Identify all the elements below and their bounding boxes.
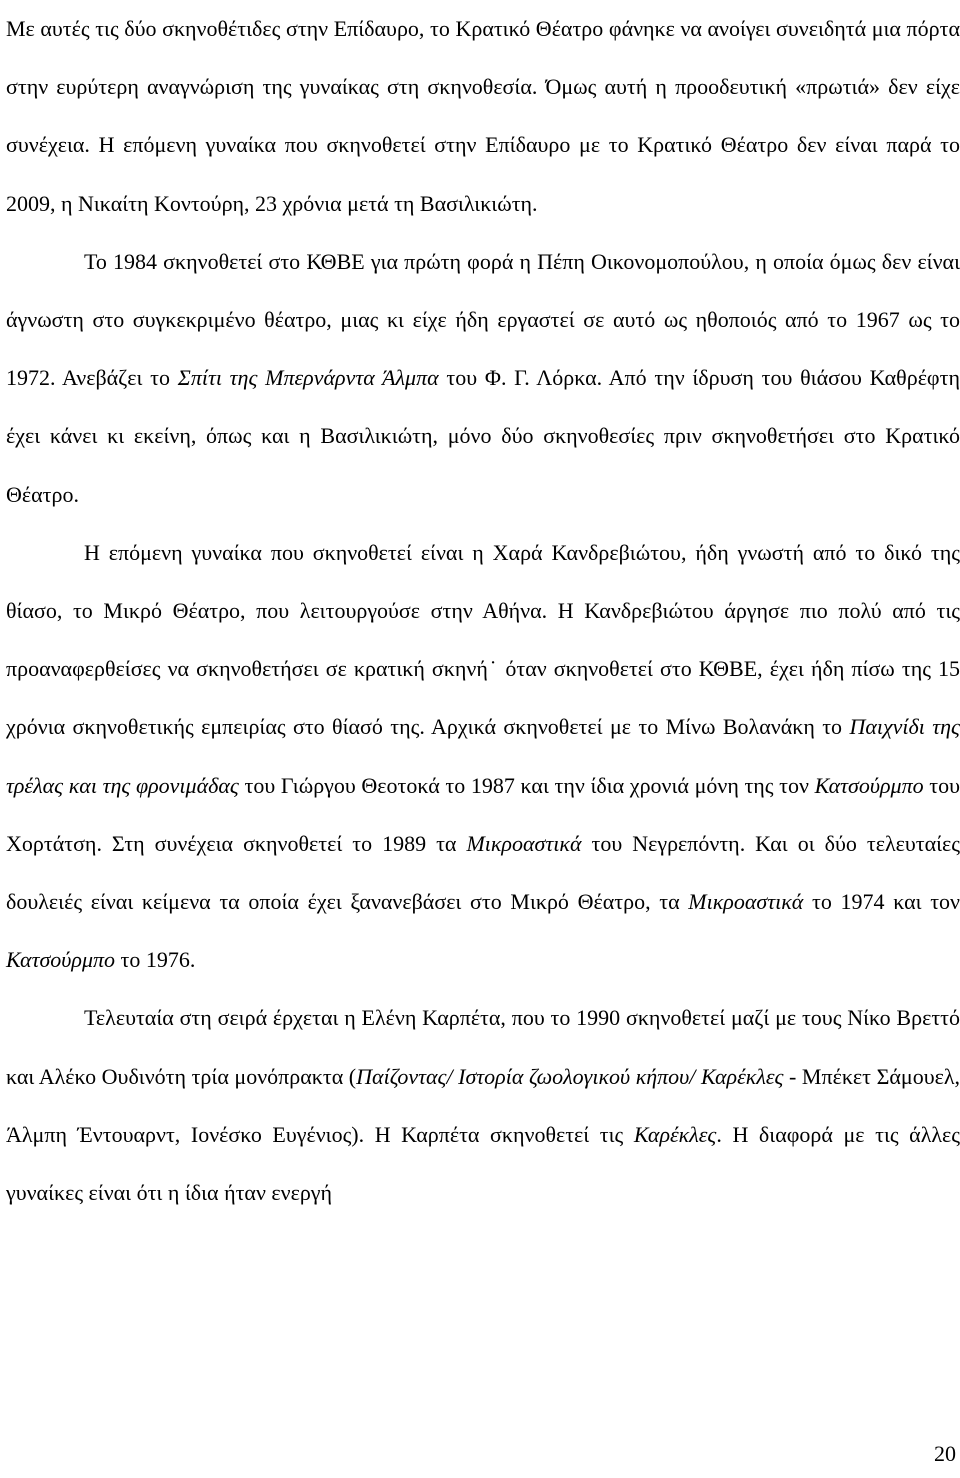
- paragraph: [6, 989, 960, 1222]
- paragraph-text: . Η διαφορά με τις άλλες γυναίκες είναι ότι η ίδια ήταν ενεργή: [6, 1121, 960, 1206]
- italic-title-text: Κατσούρμπο: [814, 772, 924, 798]
- paragraph-text: του Φ. Γ. Λόρκα. Από την ίδρυση του θιάσου Καθρέφτη έχει κάνει κι εκείνη, όπως και η Βασιλικιώτη, μόνο δύο σκηνοθεσίες πριν σκηνοθετήσει στο Κρατικό Θέατρο.: [6, 365, 960, 507]
- italic-title-text: Σπίτι της Μπερνάρντα Άλμπα: [177, 365, 439, 391]
- paragraph-text: του Νεγρεπόντη. Και οι δύο τελευταίες δουλειές είναι κείμενα τα οποία έχει ξανανεβάσει στο Μικρό Θέατρο, τα: [6, 830, 960, 915]
- italic-title-text: Μικροαστικά: [688, 889, 804, 915]
- paragraph-text: - Μπέκετ Σάμουελ, Άλμπη Έντουαρντ, Ιονέσκο Ευγένιος). Η Καρπέτα σκηνοθετεί τις: [6, 1063, 960, 1147]
- paragraph-text: του Γιώργου Θεοτοκά το 1987 και την ίδια χρονιά μόνη της τον: [238, 772, 815, 798]
- paragraph-text: το 1974 και τον: [803, 889, 960, 915]
- italic-title-text: Παιχνίδι της τρέλας και της φρονιμάδας: [6, 714, 960, 798]
- body-text: [6, 0, 960, 1222]
- paragraph-text: Με αυτές τις δύο σκηνοθέτιδες στην Επίδαυρο, το Κρατικό Θέατρο φάνηκε να ανοίγει συνειδητά μια πόρτα στην ευρύτερη αναγνώριση της γυναίκας στη σκηνοθεσία. Όμως αυτή η προοδευτική «πρωτιά» δεν είχε συνέχεια. Η επόμενη γυναίκα που σκηνοθετεί στην Επίδαυρο με το Κρατικό Θέατρο δεν είναι παρά το 2009, η Νικαίτη Κοντούρη, 23 χρόνια μετά τη Βασιλικιώτη.: [6, 16, 960, 216]
- paragraph: [6, 524, 960, 990]
- paragraph-text: Το 1984 σκηνοθετεί στο ΚΘΒΕ για πρώτη φορά η Πέπη Οικονομοπούλου, η οποία όμως δεν είναι άγνωστη στο συγκεκριμένο θέατρο, μιας κι είχε ήδη εργαστεί σε αυτό ως ηθοποιός από το 1967 ως το 1972. Ανεβάζει το: [6, 248, 960, 391]
- paragraph-text: του Χορτάτση. Στη συνέχεια σκηνοθετεί το 1989 τα: [6, 772, 960, 856]
- italic-title-text: Κατσούρμπο: [6, 947, 116, 973]
- paragraph: [6, 0, 960, 233]
- italic-title-text: Καρέκλες: [633, 1121, 717, 1147]
- paragraph: [6, 233, 960, 524]
- page-number: 20: [934, 1441, 956, 1466]
- paragraph-text: Η επόμενη γυναίκα που σκηνοθετεί είναι η Χαρά Κανδρεβιώτου, ήδη γνωστή από το δικό της θίασο, το Μικρό Θέατρο, που λειτουργούσε στην Αθήνα. Η Κανδρεβιώτου άργησε πιο πολύ από τις προαναφερθείσες να σκηνοθετήσει σε κρατική σκηνή˙ όταν σκηνοθετεί στο ΚΘΒΕ, έχει ήδη πίσω της 15 χρόνια σκηνοθετικής εμπειρίας στο θίασό της. Αρχικά σκηνοθετεί με το Μίνω Βολανάκη το: [6, 539, 960, 740]
- italic-title-text: Παίζοντας/ Ιστορία ζωολογικού κήπου/ Καρέκλες: [356, 1063, 784, 1089]
- italic-title-text: Μικροαστικά: [466, 830, 582, 856]
- paragraph-text: Τελευταία στη σειρά έρχεται η Ελένη Καρπέτα, που το 1990 σκηνοθετεί μαζί με τους Νίκο Βρεττό και Αλέκο Ουδινότη τρία μονόπρακτα (: [6, 1005, 960, 1089]
- paragraph-text: το 1976.: [115, 947, 196, 973]
